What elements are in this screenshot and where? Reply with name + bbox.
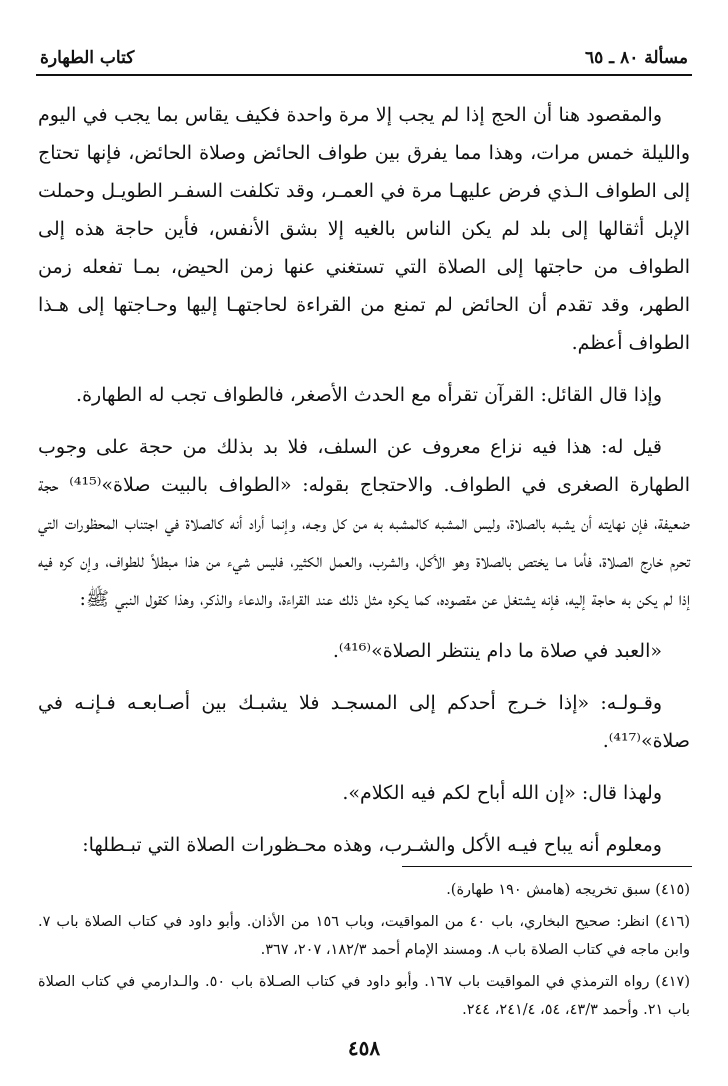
main-text [38, 96, 690, 878]
paragraph-4: وقـولـه: «إذا خـرج أحدكم إلى المسجـد فلا يشبـك بين أصـابعـه فـإنـه في صلاة»⁽⁴¹⁷⁾. [38, 692, 690, 752]
running-head-section: مسألة ٨٠ ـ ٦٥ [584, 48, 688, 68]
footnote-417: (٤١٧) رواه الترمذي في المواقيت باب ١٦٧. وأبو داود في كتاب الصـلاة باب ٥٠. والـدارمي في كتاب الصلاة باب ٢١. وأحمد ٤٣/٣، ٥٤، ٢٤١/٤، ٢٤٤. [38, 974, 690, 1018]
page-number: ٤٥٨ [347, 1036, 381, 1060]
running-head-book: كتاب الطهارة [40, 48, 135, 68]
footnote-416: (٤١٦) انظر: صحيح البخاري، باب ٤٠ من المواقيت، وباب ١٥٦ من الأذان. وأبو داود في كتاب الصلاة باب ٧. وابن ماجه في كتاب الصلاة باب ٨. ومسند الإمام أحمد ١٨٢/٣، ٢٠٧، ٣٦٧. [38, 914, 690, 958]
paragraph-6: ومعلوم أنه يباح فيـه الأكل والشـرب، وهذه محـظورات الصلاة التي تبـطلها: [82, 834, 662, 856]
paragraph-3: قيل له: هذا فيه نزاع معروف عن السلف، فلا بد بذلك من حجة على وجوب الطهارة الصغرى في الطواف. والاحتجاج بقوله: «الطواف بالبيت صلاة»⁽⁴¹⁵⁾ حجة ضعيفة، فإن نهايته أن يشبه بالصلاة، وليس المشبه كالمشبه به من كل وجـه، وإنما أراد أنه كالصلاة في اجتناب المحظورات التي تحرم خارج الصلاة، فأما مـا يختص بالصلاة وهو الأكل، والشرب، والعمل الكثير، فليس شيء من هذا مبطلاً للطواف، وإن كره فيه إذا لم يكن به حاجة إليه، فإنه يشتغل عن مقصوده، كما يكره مثل ذلك عند القراءة، والدعاء والذكر، وهذا كقول النبي ﷺ: [38, 436, 690, 610]
footnote-rule [402, 866, 692, 867]
footnote-415: (٤١٥) سبق تخريجه (هامش ١٩٠ طهارة). [446, 882, 690, 898]
header-rule [36, 74, 692, 76]
paragraph-2: وإذا قال القائل: القرآن تقرأه مع الحدث الأصغر، فالطواف تجب له الطهارة. [76, 384, 662, 406]
footnotes [38, 876, 690, 1028]
running-header [36, 44, 692, 74]
paragraph-1: والمقصود هنا أن الحج إذا لم يجب إلا مرة واحدة فكيف يقاس بما يجب في اليوم والليلة خمس مرات، وهذا مما يفرق بين طواف الحائض وصلاة الحائض، فإنها تحتاج إلى الطواف الـذي فرض عليهـا مرة في العمـر، وقد تكلفت السفـر الطويـل وحملت الإبل أثقالها إلى بلد لم يكن الناس بالغيه إلا بشق الأنفس، فأين حاجة هذه إلى الطواف من حاجتها إلى الصلاة التي تستغني عنها زمن الحيض، بمـا تفعله زمن الطهر، وقد تقدم أن الحائض لم تمنع من القراءة لحاجتهـا إليها وحـاجتها إلى هـذا الطواف أعظم. [38, 104, 690, 354]
book-page [36, 0, 692, 1086]
paragraph-5: ولهذا قال: «إن الله أباح لكم فيه الكلام». [342, 782, 662, 804]
hadith-quote-1: «العبد في صلاة ما دام ينتظر الصلاة»⁽⁴¹⁶⁾. [332, 640, 662, 662]
